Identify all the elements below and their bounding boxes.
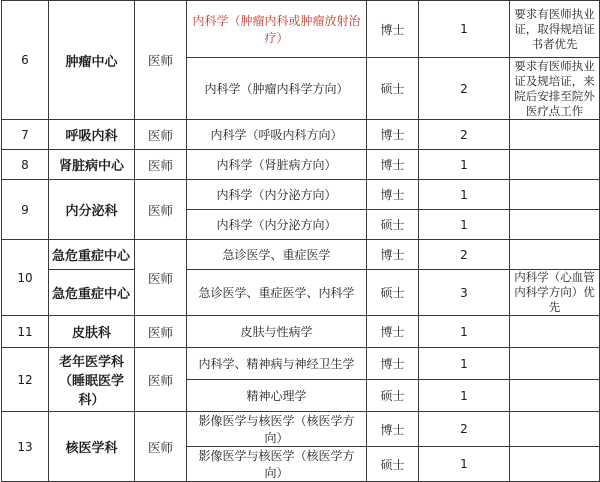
row-number: 6 (2, 1, 49, 120)
major-requirement: 急诊医学、重症医学、内科学 (187, 270, 367, 316)
degree-requirement: 博士 (367, 348, 419, 380)
position-title: 医师 (135, 240, 187, 316)
remarks (510, 210, 600, 240)
headcount: 2 (419, 120, 510, 150)
table-row (2, 412, 600, 447)
remarks (510, 348, 600, 380)
table-row (2, 150, 600, 180)
degree-requirement: 博士 (367, 240, 419, 270)
headcount: 1 (419, 180, 510, 210)
position-title: 医师 (135, 316, 187, 348)
remarks (510, 180, 600, 210)
degree-requirement: 博士 (367, 180, 419, 210)
row-number: 10 (2, 240, 49, 316)
department-name: 呼吸内科 (49, 120, 135, 150)
major-requirement: 内科学（肾脏病方向） (187, 150, 367, 180)
table-row (2, 240, 600, 270)
row-number: 13 (2, 412, 49, 482)
remarks: 要求有医师执业证，取得规培证书者优先 (510, 1, 600, 58)
row-number: 9 (2, 180, 49, 240)
department-name: 急危重症中心 (49, 240, 135, 270)
table-row (2, 270, 600, 316)
degree-requirement: 硕士 (367, 380, 419, 412)
position-title: 医师 (135, 412, 187, 482)
headcount: 1 (419, 316, 510, 348)
headcount: 1 (419, 348, 510, 380)
headcount: 2 (419, 240, 510, 270)
department-name: 核医学科 (49, 412, 135, 482)
row-number: 8 (2, 150, 49, 180)
remarks (510, 316, 600, 348)
department-name: 肾脏病中心 (49, 150, 135, 180)
position-title: 医师 (135, 150, 187, 180)
position-title: 医师 (135, 120, 187, 150)
position-title: 医师 (135, 348, 187, 412)
remarks (510, 120, 600, 150)
position-title: 医师 (135, 1, 187, 120)
major-requirement: 急诊医学、重症医学 (187, 240, 367, 270)
remarks (510, 380, 600, 412)
major-requirement: 内科学（内分泌方向） (187, 180, 367, 210)
table-row (2, 1, 600, 58)
remarks: 内科学（心血管内科学方向）优先 (510, 270, 600, 316)
row-number: 11 (2, 316, 49, 348)
row-number: 7 (2, 120, 49, 150)
degree-requirement: 硕士 (367, 447, 419, 482)
degree-requirement: 博士 (367, 316, 419, 348)
major-requirement: 影像医学与核医学（核医学方向） (187, 412, 367, 447)
degree-requirement: 硕士 (367, 58, 419, 120)
major-requirement: 精神心理学 (187, 380, 367, 412)
headcount: 1 (419, 447, 510, 482)
table-row (2, 180, 600, 210)
department-name: 内分泌科 (49, 180, 135, 240)
remarks (510, 412, 600, 447)
remarks (510, 240, 600, 270)
table-row (2, 120, 600, 150)
table-row (2, 316, 600, 348)
remarks: 要求有医师执业证及规培证，来院后安排至院外医疗点工作 (510, 58, 600, 120)
headcount: 3 (419, 270, 510, 316)
headcount: 1 (419, 380, 510, 412)
degree-requirement: 硕士 (367, 270, 419, 316)
headcount: 1 (419, 1, 510, 58)
degree-requirement: 博士 (367, 412, 419, 447)
degree-requirement: 博士 (367, 120, 419, 150)
major-requirement: 内科学（肿瘤内科或肿瘤放射治疗） (187, 1, 367, 58)
major-requirement: 内科学（呼吸内科方向） (187, 120, 367, 150)
major-requirement: 内科学（内分泌方向） (187, 210, 367, 240)
department-name: 老年医学科（睡眠医学科） (49, 348, 135, 412)
remarks (510, 447, 600, 482)
department-name: 皮肤科 (49, 316, 135, 348)
headcount: 2 (419, 58, 510, 120)
department-name: 急危重症中心 (49, 270, 135, 316)
degree-requirement: 博士 (367, 1, 419, 58)
remarks (510, 150, 600, 180)
major-requirement: 内科学（肿瘤内科学方向） (187, 58, 367, 120)
major-requirement: 皮肤与性病学 (187, 316, 367, 348)
degree-requirement: 硕士 (367, 210, 419, 240)
recruitment-table (1, 0, 600, 482)
major-requirement: 内科学、精神病与神经卫生学 (187, 348, 367, 380)
table-row (2, 348, 600, 380)
degree-requirement: 博士 (367, 150, 419, 180)
row-number: 12 (2, 348, 49, 412)
headcount: 1 (419, 150, 510, 180)
department-name: 肿瘤中心 (49, 1, 135, 120)
headcount: 1 (419, 210, 510, 240)
position-title: 医师 (135, 180, 187, 240)
headcount: 2 (419, 412, 510, 447)
major-requirement: 影像医学与核医学（核医学方向） (187, 447, 367, 482)
